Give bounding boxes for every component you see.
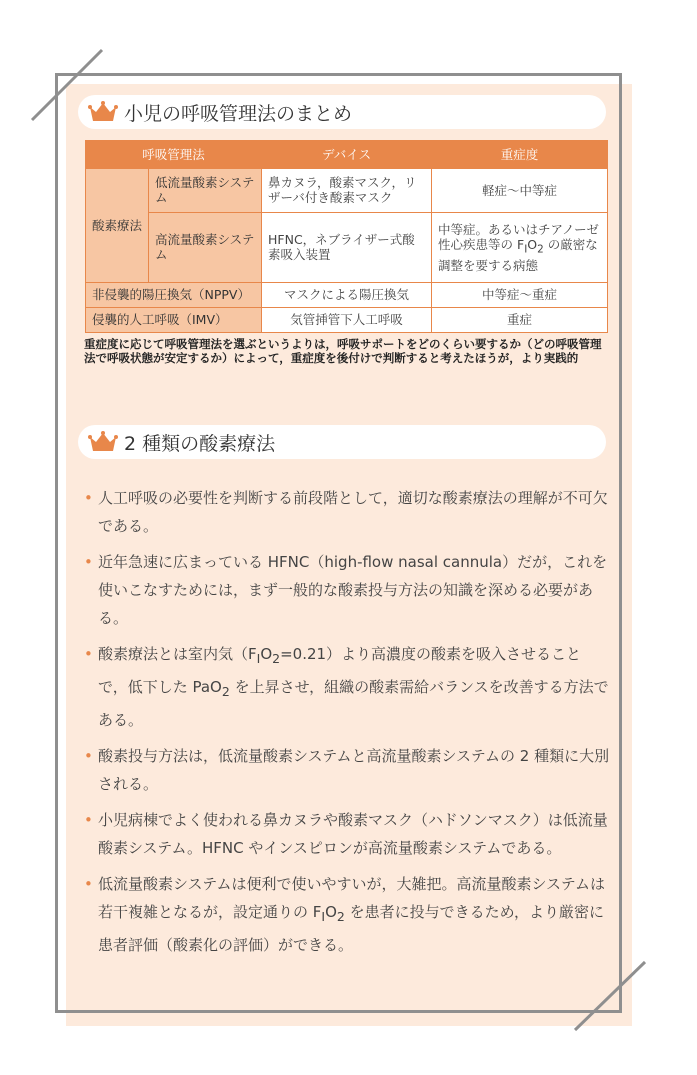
list-item: • 酸素投与方法は，低流量酸素システムと高流量酸素システムの 2 種類に大別される。 xyxy=(84,742,610,798)
crown-icon xyxy=(88,431,118,453)
section-title: 2 種類の酸素療法 xyxy=(124,432,276,455)
section-header-oxygen xyxy=(78,425,606,459)
list-item: • 低流量酸素システムは便利で使いやすいが，大雑把。高流量酸素システムは若干複雑となるが，設定通りの $F_IO_2$ を患者に投与できるため，より厳密に患者評価（酸素化の評価）ができる。 xyxy=(84,870,610,959)
section-header-summary xyxy=(78,95,606,129)
list-item: • 人工呼吸の必要性を判断する前段階として，適切な酸素療法の理解が不可欠である。 xyxy=(84,484,610,540)
list-item: • 小児病棟でよく使われる鼻カヌラや酸素マスク（ハドソンマスク）は低流量酸素システム。HFNC やインスピロンが高流量酸素システムである。 xyxy=(84,806,610,862)
row-group-label: 酸素療法 xyxy=(86,169,149,283)
bullet-list xyxy=(84,484,610,967)
device-cell: マスクによる陽圧換気 xyxy=(262,282,432,307)
table-note: 重症度に応じて呼吸管理法を選ぶというよりは，呼吸サポートをどのくらい要するか（どの呼吸管理法で呼吸状態が安定するか）によって，重症度を後付けで判断すると考えたほうが，より実践的 xyxy=(84,337,602,365)
column-header: 重症度 xyxy=(432,141,608,169)
column-header: デバイス xyxy=(262,141,432,169)
table-row xyxy=(86,169,608,213)
device-cell: 気管挿管下人工呼吸 xyxy=(262,307,432,332)
list-item: • 酸素療法とは室内気$(F_IO_2=0.21)$より高濃度の酸素を吸入させることで，低下した PaO$_2$ を上昇させ，組織の酸素需給バランスを改善する方法である。 xyxy=(84,640,610,734)
table-row xyxy=(86,212,608,282)
row-label: 非侵襲的陽圧換気（NPPV） xyxy=(86,282,262,307)
device-cell: 鼻カヌラ，酸素マスク，リザーバ付き酸素マスク xyxy=(262,169,432,213)
device-cell: HFNC，ネブライザー式酸素吸入装置 xyxy=(262,212,432,282)
list-item: • 近年急速に広まっている HFNC（high-flow nasal cannula）だが，これを使いこなすためには，まず一般的な酸素投与方法の知識を深める必要がある。 xyxy=(84,548,610,632)
row-label: 低流量酸素システム xyxy=(149,169,262,213)
section-title: 小児の呼吸管理法のまとめ xyxy=(124,102,353,125)
table-header-row xyxy=(86,141,608,169)
severity-cell: 中等症～重症 xyxy=(432,282,608,307)
table-row xyxy=(86,307,608,332)
severity-cell: 重症 xyxy=(432,307,608,332)
row-label: 高流量酸素システム xyxy=(149,212,262,282)
column-header: 呼吸管理法 xyxy=(86,141,262,169)
severity-cell: 中等症。あるいはチアノーゼ性心疾患等の $F_IO_2$ の厳密な調整を要する病態 xyxy=(432,212,608,282)
bottom-right-slash xyxy=(575,962,645,1030)
severity-cell: 軽症～中等症 xyxy=(432,169,608,213)
crown-icon xyxy=(88,101,118,123)
table-row xyxy=(86,282,608,307)
row-label: 侵襲的人工呼吸（IMV） xyxy=(86,307,262,332)
summary-table xyxy=(85,140,608,333)
